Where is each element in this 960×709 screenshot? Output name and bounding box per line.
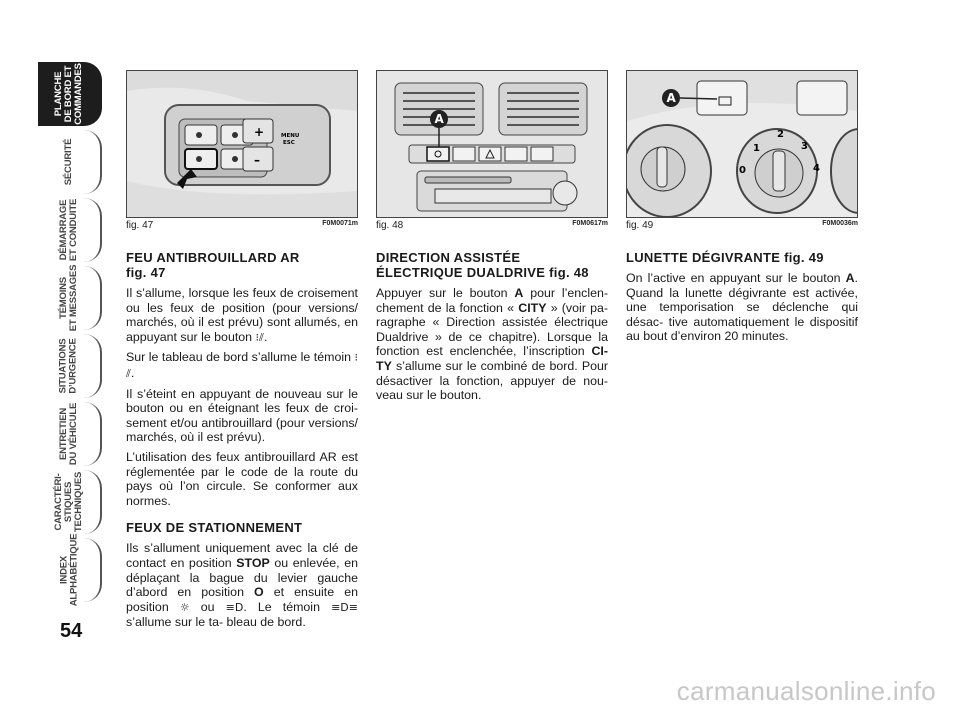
heading-lunette-degivrante: [626, 250, 858, 265]
bold-o: O: [254, 585, 264, 600]
bold-city: CI- TY: [376, 344, 608, 373]
watermark: carmanualsonline.info: [676, 676, 936, 706]
rear-fog-icon: ⁝⫽: [126, 351, 358, 380]
warning-light-icon: ≡D≡: [331, 600, 358, 614]
heading-text: FEU ANTIBROUILLARD AR: [126, 250, 300, 265]
tab-label: ENTRETIEN DU VÉHICULE: [58, 402, 80, 466]
figure-47-image: [126, 70, 358, 218]
figure-47-caption: [126, 220, 358, 231]
tab-caracteristiques[interactable]: [38, 470, 102, 534]
fig48-caption-text: fig. 48: [376, 220, 404, 231]
text: Appuyer sur le bouton: [376, 286, 508, 300]
text: » (voir pa- ragraphe « Direction assistée électrique Dualdrive » de ce chapitre). Lorsque la fonction est enclenchée, l’inscription: [376, 300, 608, 359]
fig47-menu-label: MENU: [281, 133, 300, 139]
page-number: 54: [60, 620, 83, 642]
text: On l’active en appuyant sur le bouton: [626, 271, 841, 285]
text: et ensuite en position: [126, 585, 358, 614]
tab-index[interactable]: [38, 533, 102, 607]
paragraph: Il s’éteint en appuyant de nouveau sur le bouton ou en éteignant les feux de croi- sement et/ou antibrouillard (pour versions/ marchés, où il est prévu).: [126, 386, 358, 445]
bold-a: A: [845, 271, 855, 285]
figure-49-image: [626, 70, 858, 218]
text: pour l’enclen- chement de la fonction «: [376, 286, 609, 315]
tab-situations-urgence[interactable]: [38, 334, 102, 398]
paragraph: [626, 271, 858, 344]
side-light-icon: ≡D: [225, 600, 244, 614]
fig49-caption-text: fig. 49: [626, 220, 654, 231]
tab-temoins[interactable]: [38, 266, 102, 330]
column-1: [126, 250, 358, 635]
bold-stop: STOP: [236, 555, 270, 570]
fig49-dial-3: 3: [801, 141, 808, 152]
fig47-caption-text: fig. 47: [126, 220, 154, 231]
tab-label: INDEX ALPHABÉTIQUE: [58, 533, 79, 607]
fig49-callout-a: A: [666, 91, 676, 105]
tab-entretien[interactable]: [38, 402, 102, 466]
tab-label: PLANCHE DE BORD ET COMMANDES: [52, 63, 84, 125]
tab-label: DÉMARRAGE ET CONDUITE: [58, 198, 80, 262]
fig48-code: F0M0617m: [572, 220, 608, 227]
paragraph: L’utilisation des feux antibrouillard AR est réglementée par le code de la route du pays où l’on circule. Se conformer aux normes.: [126, 449, 358, 508]
fig49-dial-1: 1: [753, 143, 760, 154]
fig47-plus-label: +: [254, 125, 265, 139]
figure-49-caption: [626, 220, 858, 231]
figure-48-caption: [376, 220, 608, 231]
fig47-minus-label: –: [254, 153, 260, 167]
parking-light-icon: ☼: [179, 600, 190, 614]
text: ou: [200, 599, 215, 614]
heading-fig-ref: fig. 47: [126, 265, 166, 280]
bold-city: CITY: [518, 300, 547, 315]
fig47-esc-label: ESC: [283, 140, 295, 146]
text: ou enlevée, en déplaçant la bague du levier gauche d’abord en position: [126, 555, 359, 600]
heading-feu-antibrouillard: [126, 250, 358, 280]
text: s’allume sur le ta- bleau de bord.: [126, 615, 306, 630]
text: s’allume sur le combiné de bord. Pour désactiver la fonction, appuyer de nou- veau sur le bouton.: [376, 358, 608, 403]
tab-label: CARACTÉRI- STIQUES TECHNIQUES: [52, 471, 84, 533]
tab-demarrage[interactable]: [38, 198, 102, 262]
tab-planche-de-bord[interactable]: [38, 62, 102, 126]
tab-label: SITUATIONS D’URGENCE: [58, 338, 79, 394]
tab-label: SÉCURITÉ: [63, 138, 74, 186]
heading-direction-assistee: [376, 250, 608, 280]
heading-fig-ref: fig. 48: [549, 265, 589, 280]
text: Il s’allume, lorsque les feux de croisement ou les feux de position (pour versions/ marchés, où il est prévu) sont allumés, en appuyant sur le bouton: [126, 286, 358, 344]
text: Ils s’allument uniquement avec la clé de contact en position: [126, 541, 358, 570]
heading-text: LUNETTE DÉGIVRANTE: [626, 250, 781, 265]
column-3: [626, 250, 858, 349]
text: Sur le tableau de bord s’allume le témoin: [126, 350, 351, 365]
text: . Le témoin: [243, 599, 320, 614]
fig49-dial-0: 0: [739, 165, 746, 176]
paragraph: Il s’allume, lorsque les feux de croisement ou les feux de position (pour versions/ marchés, où il est prévu) sont allumés, en appuyant sur le bouton ⁝⫽.: [126, 286, 358, 344]
fig49-code: F0M0036m: [822, 220, 858, 227]
fig49-dial-4: 4: [813, 163, 820, 174]
heading-fig-ref: fig. 49: [784, 250, 824, 265]
heading-feux-stationnement: FEUX DE STATIONNEMENT: [126, 520, 303, 536]
rear-fog-icon: ⁝⫽: [255, 330, 264, 344]
tab-label: TÉMOINS ET MESSAGES: [58, 264, 79, 332]
fig49-dial-2: 2: [777, 129, 784, 140]
heading-text: DIRECTION ASSISTÉE ÉLECTRIQUE DUALDRIVE: [376, 250, 546, 280]
paragraph: [126, 541, 358, 630]
paragraph: [376, 286, 608, 403]
fig48-callout-a: A: [434, 112, 444, 126]
column-2: [376, 250, 608, 408]
bold-a: A: [514, 286, 524, 300]
tab-securite[interactable]: [38, 130, 102, 194]
text: . Quand la lunette dégivrante est activée, une temporisation se déclenche qui désac- tive automatiquement le dispositif au bout d’environ 20 minutes.: [626, 271, 858, 344]
paragraph: Sur le tableau de bord s’allume le témoin ⁝⫽.: [126, 350, 358, 380]
figure-48-image: [376, 70, 608, 218]
fig47-code: F0M0071m: [322, 220, 358, 227]
